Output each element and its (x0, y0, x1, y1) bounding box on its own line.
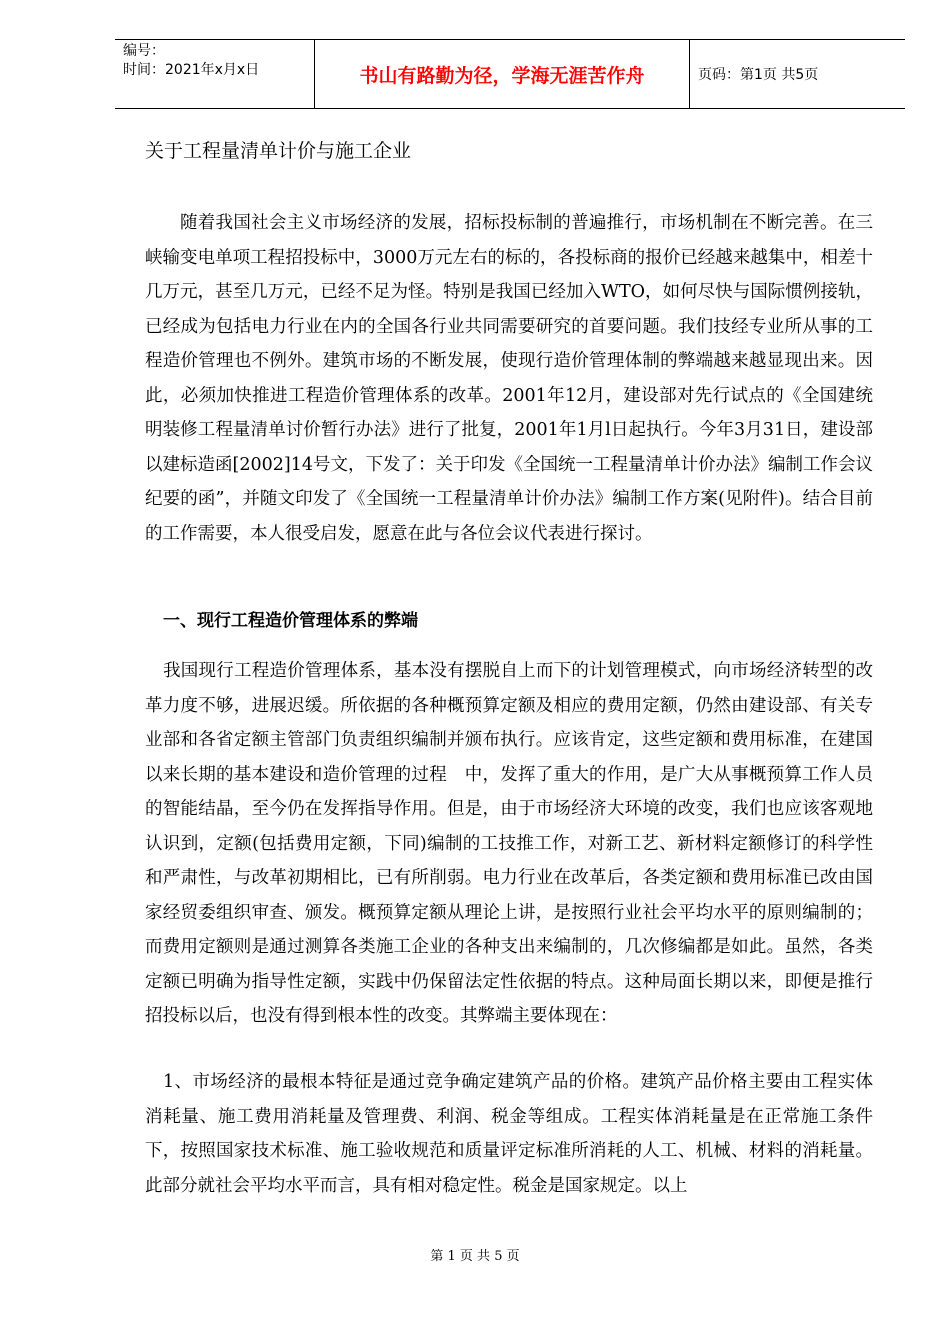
point-1-paragraph: 1、市场经济的最根本特征是通过竞争确定建筑产品的价格。建筑产品价格主要由工程实体消耗量、施工费用消耗量及管理费、利润、税金等组成。工程实体消耗量是在正常施工条件下，按照国家技术标准、施工验收规范和质量评定标准所消耗的人工、机械、材料的消耗量。此部分就社会平均水平而言，具有相对稳定性。税金是国家规定。以上 (145, 1072, 873, 1196)
page-footer: 第 1 页 共 5 页 (430, 1249, 520, 1264)
document-title: 关于工程量清单计价与施工企业 (145, 140, 412, 162)
header-page-info: 页码：第1页 共5页 (698, 67, 819, 83)
header-motto: 书山有路勤为径，学海无涯苦作舟 (315, 40, 690, 108)
intro-paragraph: 随着我国社会主义市场经济的发展，招标投标制的普遍推行，市场机制在不断完善。在三峡输变电单项工程招投标中，3000万元左右的标的，各投标商的报价已经越来越集中，相差十几万元，甚至几万元，已经不足为怪。特别是我国已经加入WTO，如何尽快与国际惯例接轨，已经成为包括电力行业在内的全国各行业共同需要研究的首要问题。我们技经专业所从事的工程造价管理也不例外。建筑市场的不断发展，使现行造价管理体制的弊端越来越显现出来。因此，必须加快推进工程造价管理体系的改革。2001年12月，建设部对先行试点的《全国建统明装修工程量清单讨价暂行办法》进行了批复，2001年1月l日起执行。今年3月31日，建设部以建标造函[2002]14号文，下发了：关于印发《全国统一工程量清单计价办法》编制工作会议纪要的函”，并随文印发了《全国统一工程量清单计价办法》编制工作方案(见附件)。结合目前的工作需要，本人很受启发，愿意在此与各位会议代表进行探讨。 (145, 213, 873, 544)
document-time-label: 时间：2021年x月x日 (123, 62, 260, 78)
section-heading-1: 一、现行工程造价管理体系的弊端 (163, 611, 418, 631)
page-header (115, 39, 905, 109)
document-number-label: 编号： (123, 43, 165, 59)
section-1-paragraph: 我国现行工程造价管理体系，基本没有摆脱自上而下的计划管理模式，向市场经济转型的改革力度不够，进展迟缓。所依据的各种概预算定额及相应的费用定额，仍然由建设部、有关专业部和各省定额主管部门负责组织编制并颁布执行。应该肯定，这些定额和费用标准，在建国以来长期的基本建设和造价管理的过程 中，发挥了重大的作用，是广大从事概预算工作人员的智能结晶，至今仍在发挥指导作用。但是，由于市场经济大环境的改变，我们也应该客观地认识到，定额(包括费用定额，下同)编制的工技推工作，对新工艺、新材料定额修订的科学性和严肃性，与改革初期相比，已有所削弱。电力行业在改革后，各类定额和费用标准已改由国家经贸委组织审查、颁发。概预算定额从理论上讲，是按照行业社会平均水平的原则编制的；而费用定额则是通过测算各类施工企业的各种支出来编制的，几次修编都是如此。虽然，各类定额已明确为指导性定额，实践中仍保留法定性依据的特点。这种局面长期以来，即便是推行招投标以后，也没有得到根本性的改变。其弊端主要体现在： (145, 661, 873, 1026)
header-meta (115, 40, 315, 108)
